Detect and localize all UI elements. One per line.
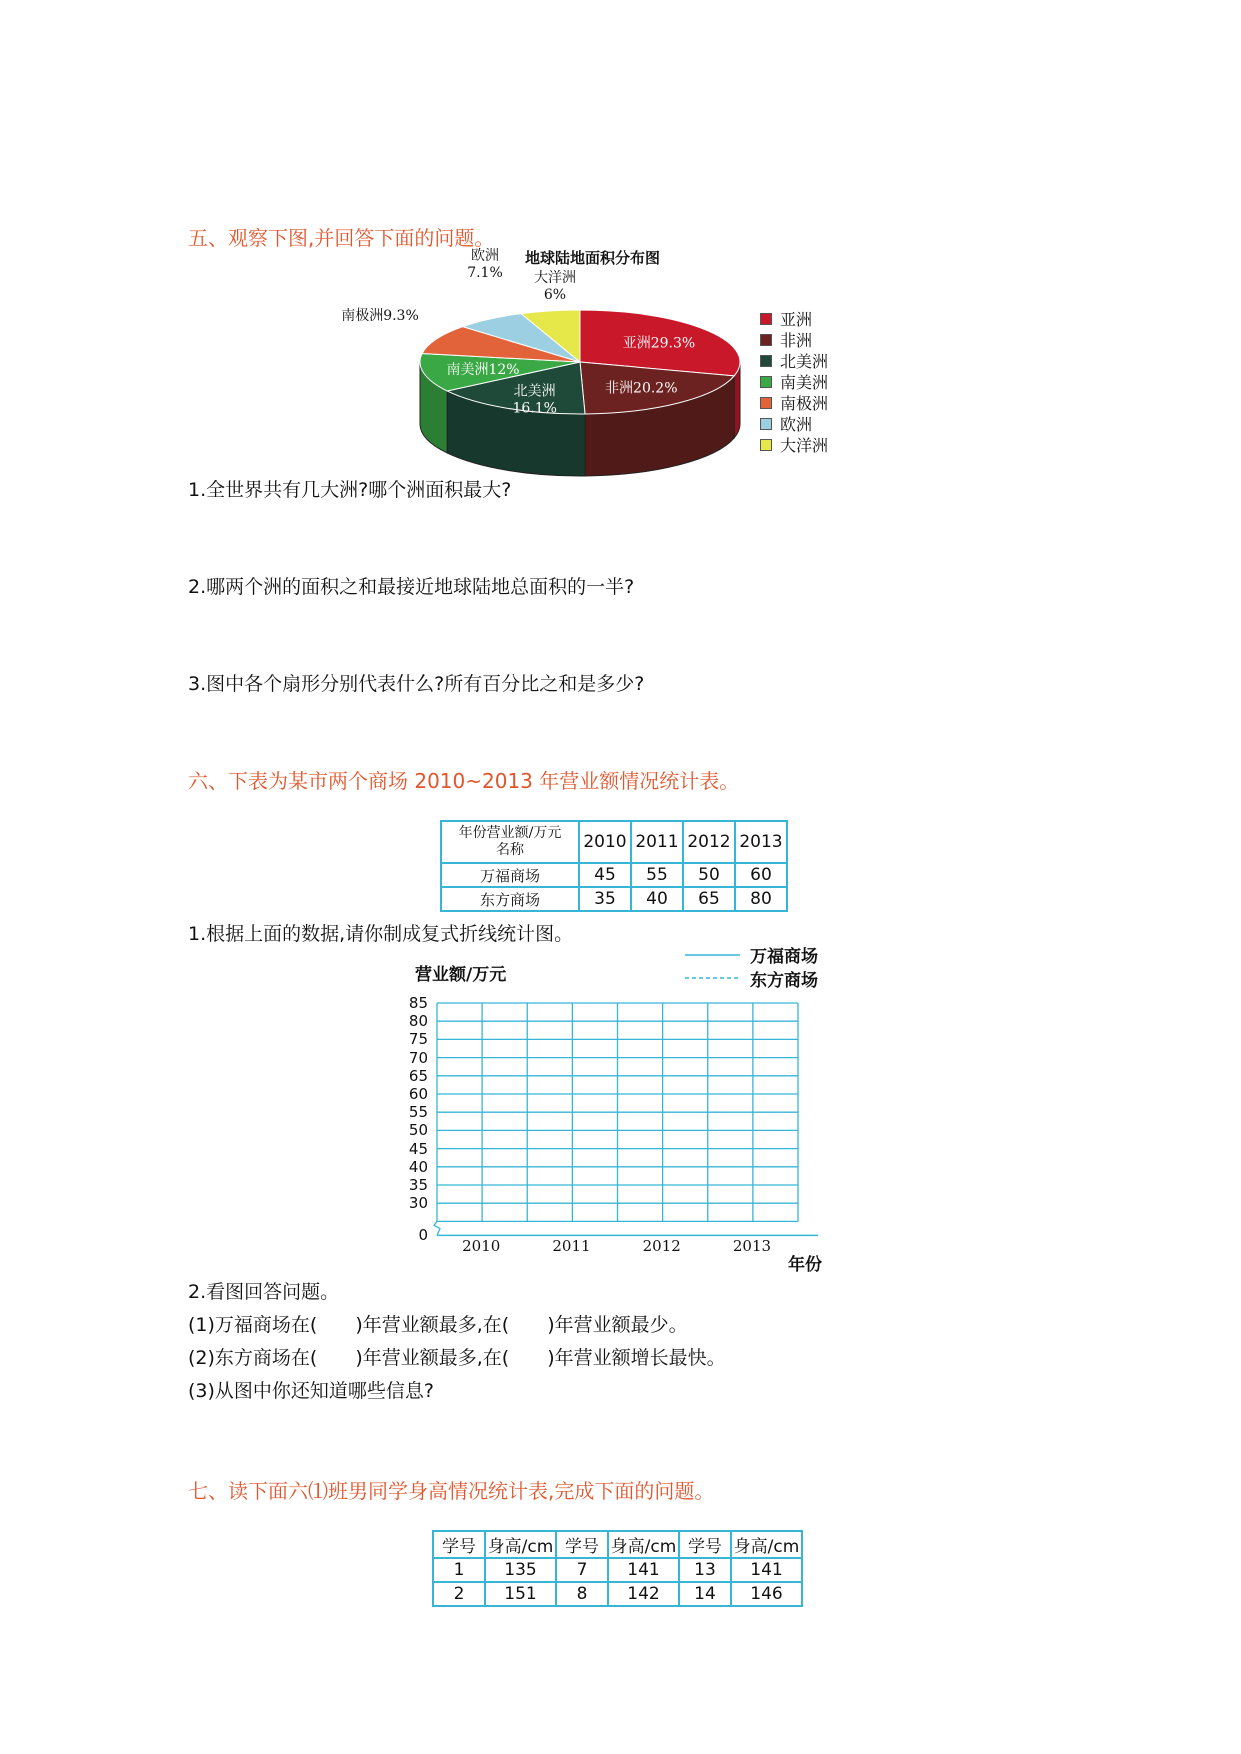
grid-x-tick: 2011 bbox=[552, 1237, 591, 1256]
table-cell: 1 bbox=[433, 1558, 485, 1582]
axis-break bbox=[434, 1221, 440, 1235]
sales-value: 60 bbox=[735, 863, 787, 887]
sales-value: 50 bbox=[683, 863, 735, 887]
table-cell: 141 bbox=[731, 1558, 802, 1582]
grid-y-tick: 55 bbox=[408, 1103, 428, 1122]
grid-y-tick: 50 bbox=[408, 1121, 428, 1140]
height-table bbox=[432, 1530, 803, 1607]
grid-y-tick: 80 bbox=[408, 1012, 428, 1031]
question-5-3: 3.图中各个扇形分别代表什么?所有百分比之和是多少? bbox=[188, 673, 645, 695]
table-row bbox=[433, 1582, 802, 1606]
pie-label-5: 南极洲9.3% bbox=[341, 308, 419, 324]
legend-dashed-label: 东方商场 bbox=[750, 971, 818, 991]
grid-y-tick: 40 bbox=[408, 1157, 428, 1176]
table-cell: 14 bbox=[679, 1582, 731, 1606]
header-cell: 身高/cm bbox=[485, 1531, 556, 1558]
question-6-2: 2.看图回答问题。 bbox=[188, 1281, 340, 1303]
legend-label: 北美洲 bbox=[780, 352, 829, 371]
grid-y-axis-label: 营业额/万元 bbox=[415, 965, 507, 985]
table-row bbox=[433, 1531, 802, 1558]
pie-label-6: 欧洲 7.1% bbox=[467, 248, 503, 281]
legend-label: 亚洲 bbox=[780, 310, 813, 329]
header-cell: 学号 bbox=[433, 1531, 485, 1558]
grid-x-tick: 2010 bbox=[462, 1237, 501, 1256]
grid-y-tick: 30 bbox=[408, 1194, 428, 1213]
sales-value: 45 bbox=[579, 863, 631, 887]
grid-y-tick: 35 bbox=[408, 1176, 428, 1194]
grid-y-tick: 45 bbox=[408, 1139, 428, 1158]
table-cell: 8 bbox=[556, 1582, 608, 1606]
sales-header-top: 年份营业额/万元 bbox=[458, 825, 562, 841]
header-cell: 学号 bbox=[679, 1531, 731, 1558]
pie-label-1: 亚洲29.3% bbox=[622, 335, 696, 352]
grid-y-tick: 85 bbox=[408, 994, 428, 1012]
grid-y-tick: 0 bbox=[418, 1226, 428, 1245]
table-cell: 135 bbox=[485, 1558, 556, 1582]
sales-header-bottom: 名称 bbox=[496, 842, 524, 858]
grid-y-tick: 60 bbox=[408, 1085, 428, 1103]
question-6-2-1: (1)万福商场在( )年营业额最多,在( )年营业额最少。 bbox=[188, 1314, 688, 1336]
section7-heading: 七、读下面六⑴班男同学身高情况统计表,完成下面的问题。 bbox=[188, 1479, 715, 1503]
table-cell: 151 bbox=[485, 1582, 556, 1606]
sales-value: 55 bbox=[631, 863, 683, 887]
table-cell: 7 bbox=[556, 1558, 608, 1582]
section6-heading: 六、下表为某市两个商场 2010~2013 年营业额情况统计表。 bbox=[188, 769, 740, 793]
sales-value: 80 bbox=[735, 887, 787, 911]
sales-value: 40 bbox=[631, 887, 683, 911]
grid-y-tick: 65 bbox=[408, 1066, 428, 1085]
year-header: 2013 bbox=[735, 821, 787, 863]
grid-x-tick: 2013 bbox=[732, 1237, 772, 1256]
table-cell: 2 bbox=[433, 1582, 485, 1606]
year-header: 2011 bbox=[631, 821, 683, 863]
store-name: 东方商场 bbox=[441, 887, 579, 911]
header-cell: 身高/cm bbox=[608, 1531, 679, 1558]
legend-solid-label: 万福商场 bbox=[750, 947, 818, 967]
question-6-2-2: (2)东方商场在( )年营业额最多,在( )年营业额增长最快。 bbox=[188, 1347, 726, 1369]
grid-x-axis-label: 年份 bbox=[788, 1255, 822, 1275]
question-5-2: 2.哪两个洲的面积之和最接近地球陆地总面积的一半? bbox=[188, 576, 635, 598]
header-cell: 身高/cm bbox=[731, 1531, 802, 1558]
legend-label: 南美洲 bbox=[780, 373, 829, 392]
grid-y-tick: 75 bbox=[408, 1030, 428, 1049]
pie-label-2: 非洲20.2% bbox=[605, 380, 678, 397]
table-cell: 13 bbox=[679, 1558, 731, 1582]
year-header: 2012 bbox=[683, 821, 735, 863]
table-cell: 141 bbox=[608, 1558, 679, 1582]
grid-y-tick: 70 bbox=[408, 1048, 428, 1067]
pie-label-3: 北美洲 16.1% bbox=[512, 383, 557, 417]
pie-label-7: 大洋洲 6% bbox=[534, 270, 576, 303]
question-5-1: 1.全世界共有几大洲?哪个洲面积最大? bbox=[188, 479, 512, 501]
legend-label: 南极洲 bbox=[780, 394, 829, 413]
question-6-2-3: (3)从图中你还知道哪些信息? bbox=[188, 1380, 434, 1402]
year-header: 2010 bbox=[579, 821, 631, 863]
header-cell: 学号 bbox=[556, 1531, 608, 1558]
section5-heading: 五、观察下图,并回答下面的问题。 bbox=[188, 226, 495, 250]
table-row bbox=[433, 1558, 802, 1582]
sales-value: 65 bbox=[683, 887, 735, 911]
legend-label: 非洲 bbox=[780, 331, 813, 350]
question-6-1: 1.根据上面的数据,请你制成复式折线统计图。 bbox=[188, 923, 574, 945]
legend-label: 大洋洲 bbox=[780, 436, 829, 455]
table-cell: 142 bbox=[608, 1582, 679, 1606]
store-name: 万福商场 bbox=[441, 863, 579, 887]
pie-chart-title: 地球陆地面积分布图 bbox=[525, 249, 661, 267]
sales-value: 35 bbox=[579, 887, 631, 911]
legend-label: 欧洲 bbox=[780, 415, 813, 434]
table-cell: 146 bbox=[731, 1582, 802, 1606]
pie-label-4: 南美洲12% bbox=[446, 361, 520, 378]
grid-x-tick: 2012 bbox=[642, 1237, 681, 1256]
